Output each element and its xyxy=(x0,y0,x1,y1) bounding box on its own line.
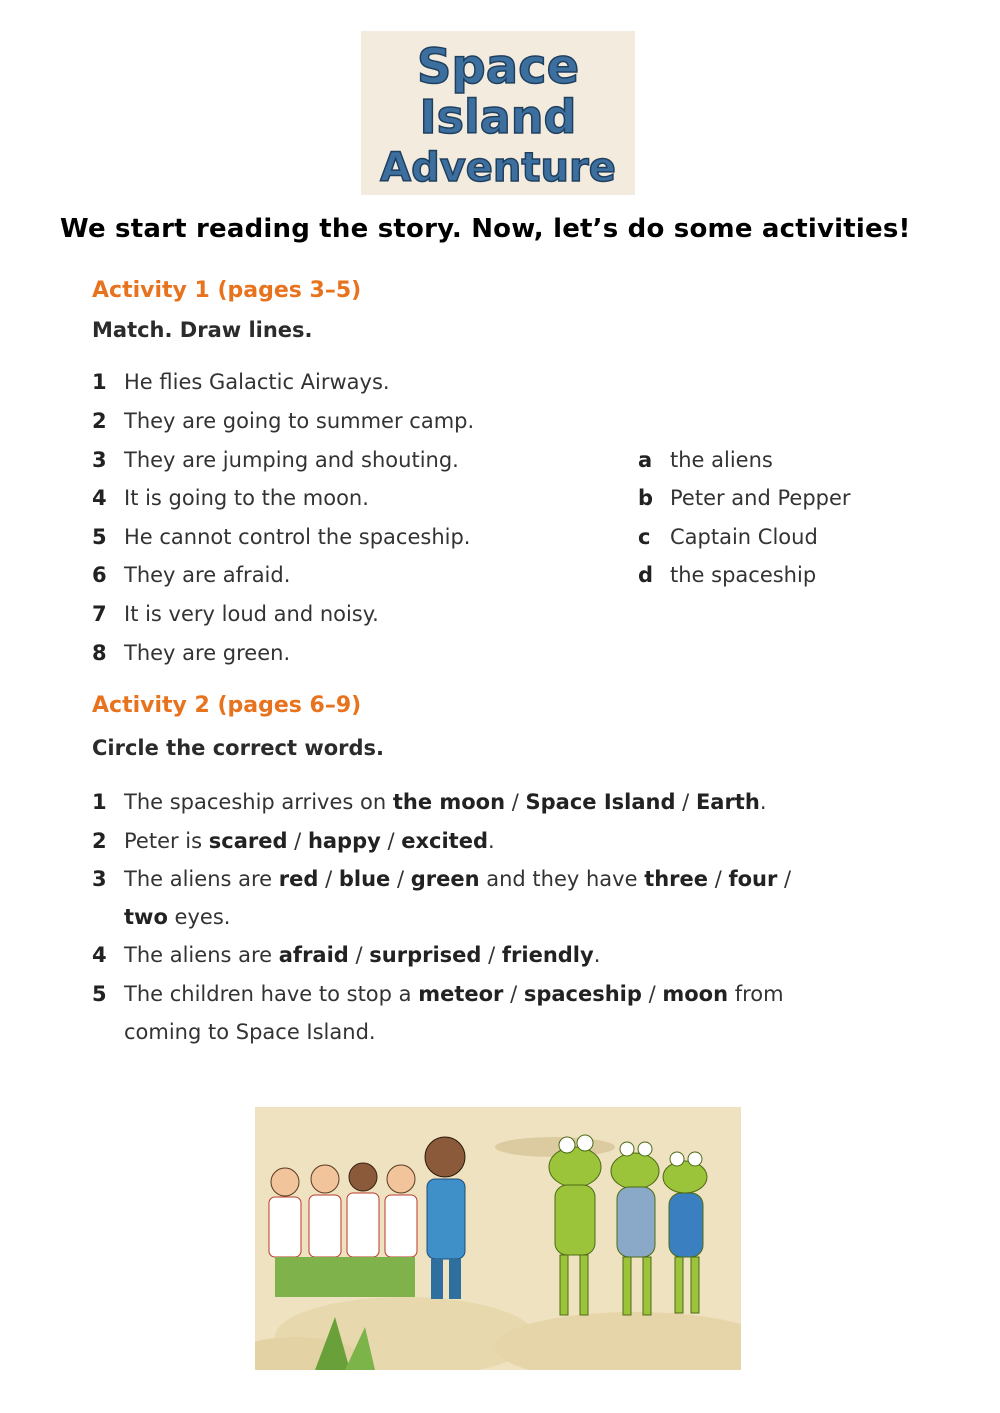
story-logo xyxy=(361,31,635,195)
item-text: and they have xyxy=(479,867,645,891)
item-number: 2 xyxy=(92,829,107,853)
activity-1-item xyxy=(92,523,470,551)
activity-2-item xyxy=(92,941,600,969)
activity-1-title: Activity 1 (pages 3–5) xyxy=(92,278,362,303)
item-number: 2 xyxy=(92,409,107,433)
separator: / xyxy=(777,867,792,891)
separator: / xyxy=(380,829,402,853)
option-letter: a xyxy=(638,448,653,472)
activity-1-option xyxy=(638,484,851,512)
item-text: They are jumping and shouting. xyxy=(124,448,459,472)
choice-word[interactable]: two xyxy=(124,905,168,929)
item-number: 4 xyxy=(92,486,107,510)
choice-word[interactable]: red xyxy=(278,867,319,891)
choice-word[interactable]: happy xyxy=(307,829,381,853)
separator: / xyxy=(675,790,696,814)
choice-word[interactable]: meteor xyxy=(418,982,504,1006)
item-number: 5 xyxy=(92,525,107,549)
item-number: 7 xyxy=(92,602,107,626)
choice-word[interactable]: Earth xyxy=(695,790,760,814)
choice-word[interactable]: scared xyxy=(208,829,288,853)
separator: / xyxy=(348,943,370,967)
choice-word[interactable]: afraid xyxy=(278,943,349,967)
item-text: The aliens are xyxy=(124,867,279,891)
item-text: It is going to the moon. xyxy=(124,486,369,510)
item-text: The aliens are xyxy=(124,943,279,967)
item-text: They are afraid. xyxy=(124,563,291,587)
option-letter: c xyxy=(638,525,651,549)
logo-line-3: Adventure xyxy=(380,145,616,191)
item-number: 3 xyxy=(92,448,107,472)
item-text: It is very loud and noisy. xyxy=(124,602,379,626)
activity-1-item xyxy=(92,600,379,628)
item-text: He flies Galactic Airways. xyxy=(124,370,390,394)
item-number: 4 xyxy=(92,943,107,967)
logo-line-2: Island xyxy=(419,90,577,144)
activity-2-item-continuation: coming to Space Island. xyxy=(124,1020,376,1044)
item-text: . xyxy=(593,943,601,967)
choice-word[interactable]: blue xyxy=(338,867,391,891)
story-illustration xyxy=(255,1107,741,1370)
activity-1-item xyxy=(92,561,290,589)
separator: / xyxy=(505,790,526,814)
choice-word[interactable]: friendly xyxy=(501,943,594,967)
item-text: . xyxy=(759,790,767,814)
activity-1-option xyxy=(638,523,818,551)
activity-1-item xyxy=(92,639,290,667)
item-number: 6 xyxy=(92,563,107,587)
activity-1-item xyxy=(92,484,369,512)
item-number: 8 xyxy=(92,641,107,665)
option-letter: b xyxy=(638,486,654,510)
separator: / xyxy=(318,867,339,891)
separator: / xyxy=(708,867,729,891)
separator: / xyxy=(390,867,411,891)
item-text: They are going to summer camp. xyxy=(124,409,475,433)
item-text: The spaceship arrives on xyxy=(124,790,393,814)
page-headline: We start reading the story. Now, let’s do some activities! xyxy=(60,214,911,244)
activity-1-instruction: Match. Draw lines. xyxy=(92,318,313,342)
option-text: the spaceship xyxy=(670,563,817,587)
activity-2-item xyxy=(92,980,784,1008)
item-number: 3 xyxy=(92,867,107,891)
activity-2-item xyxy=(92,827,495,855)
logo-line-1: Space xyxy=(416,39,580,95)
option-letter: d xyxy=(638,563,654,587)
item-text: Peter is xyxy=(124,829,209,853)
choice-word[interactable]: excited xyxy=(401,829,488,853)
choice-word[interactable]: spaceship xyxy=(523,982,642,1006)
item-text: The children have to stop a xyxy=(124,982,419,1006)
activity-2-title: Activity 2 (pages 6–9) xyxy=(92,693,362,718)
choice-word[interactable]: three xyxy=(644,867,709,891)
activity-1-option xyxy=(638,561,816,589)
activity-2-item xyxy=(92,865,791,893)
item-number: 1 xyxy=(92,370,107,394)
choice-word[interactable]: the moon xyxy=(392,790,506,814)
separator: / xyxy=(641,982,663,1006)
choice-word[interactable]: surprised xyxy=(369,943,482,967)
option-text: the aliens xyxy=(670,448,773,472)
activity-1-item xyxy=(92,446,459,474)
choice-word[interactable]: Space Island xyxy=(525,790,676,814)
item-text: from xyxy=(728,982,784,1006)
item-number: 1 xyxy=(92,790,107,814)
item-text: They are green. xyxy=(124,641,291,665)
activity-1-option xyxy=(638,446,773,474)
option-text: Captain Cloud xyxy=(670,525,818,549)
activity-1-item xyxy=(92,368,390,396)
separator: / xyxy=(287,829,308,853)
separator: / xyxy=(503,982,524,1006)
choice-word[interactable]: green xyxy=(410,867,480,891)
activity-1-item xyxy=(92,407,474,435)
activity-2-instruction: Circle the correct words. xyxy=(92,736,385,760)
option-text: Peter and Pepper xyxy=(670,486,851,510)
item-text: eyes. xyxy=(167,905,231,929)
separator: / xyxy=(481,943,502,967)
item-number: 5 xyxy=(92,982,107,1006)
activity-2-item xyxy=(92,788,767,816)
choice-word[interactable]: four xyxy=(728,867,778,891)
activity-2-item-continuation xyxy=(124,903,230,931)
item-text: . xyxy=(488,829,495,853)
choice-word[interactable]: moon xyxy=(662,982,729,1006)
item-text: He cannot control the spaceship. xyxy=(124,525,471,549)
